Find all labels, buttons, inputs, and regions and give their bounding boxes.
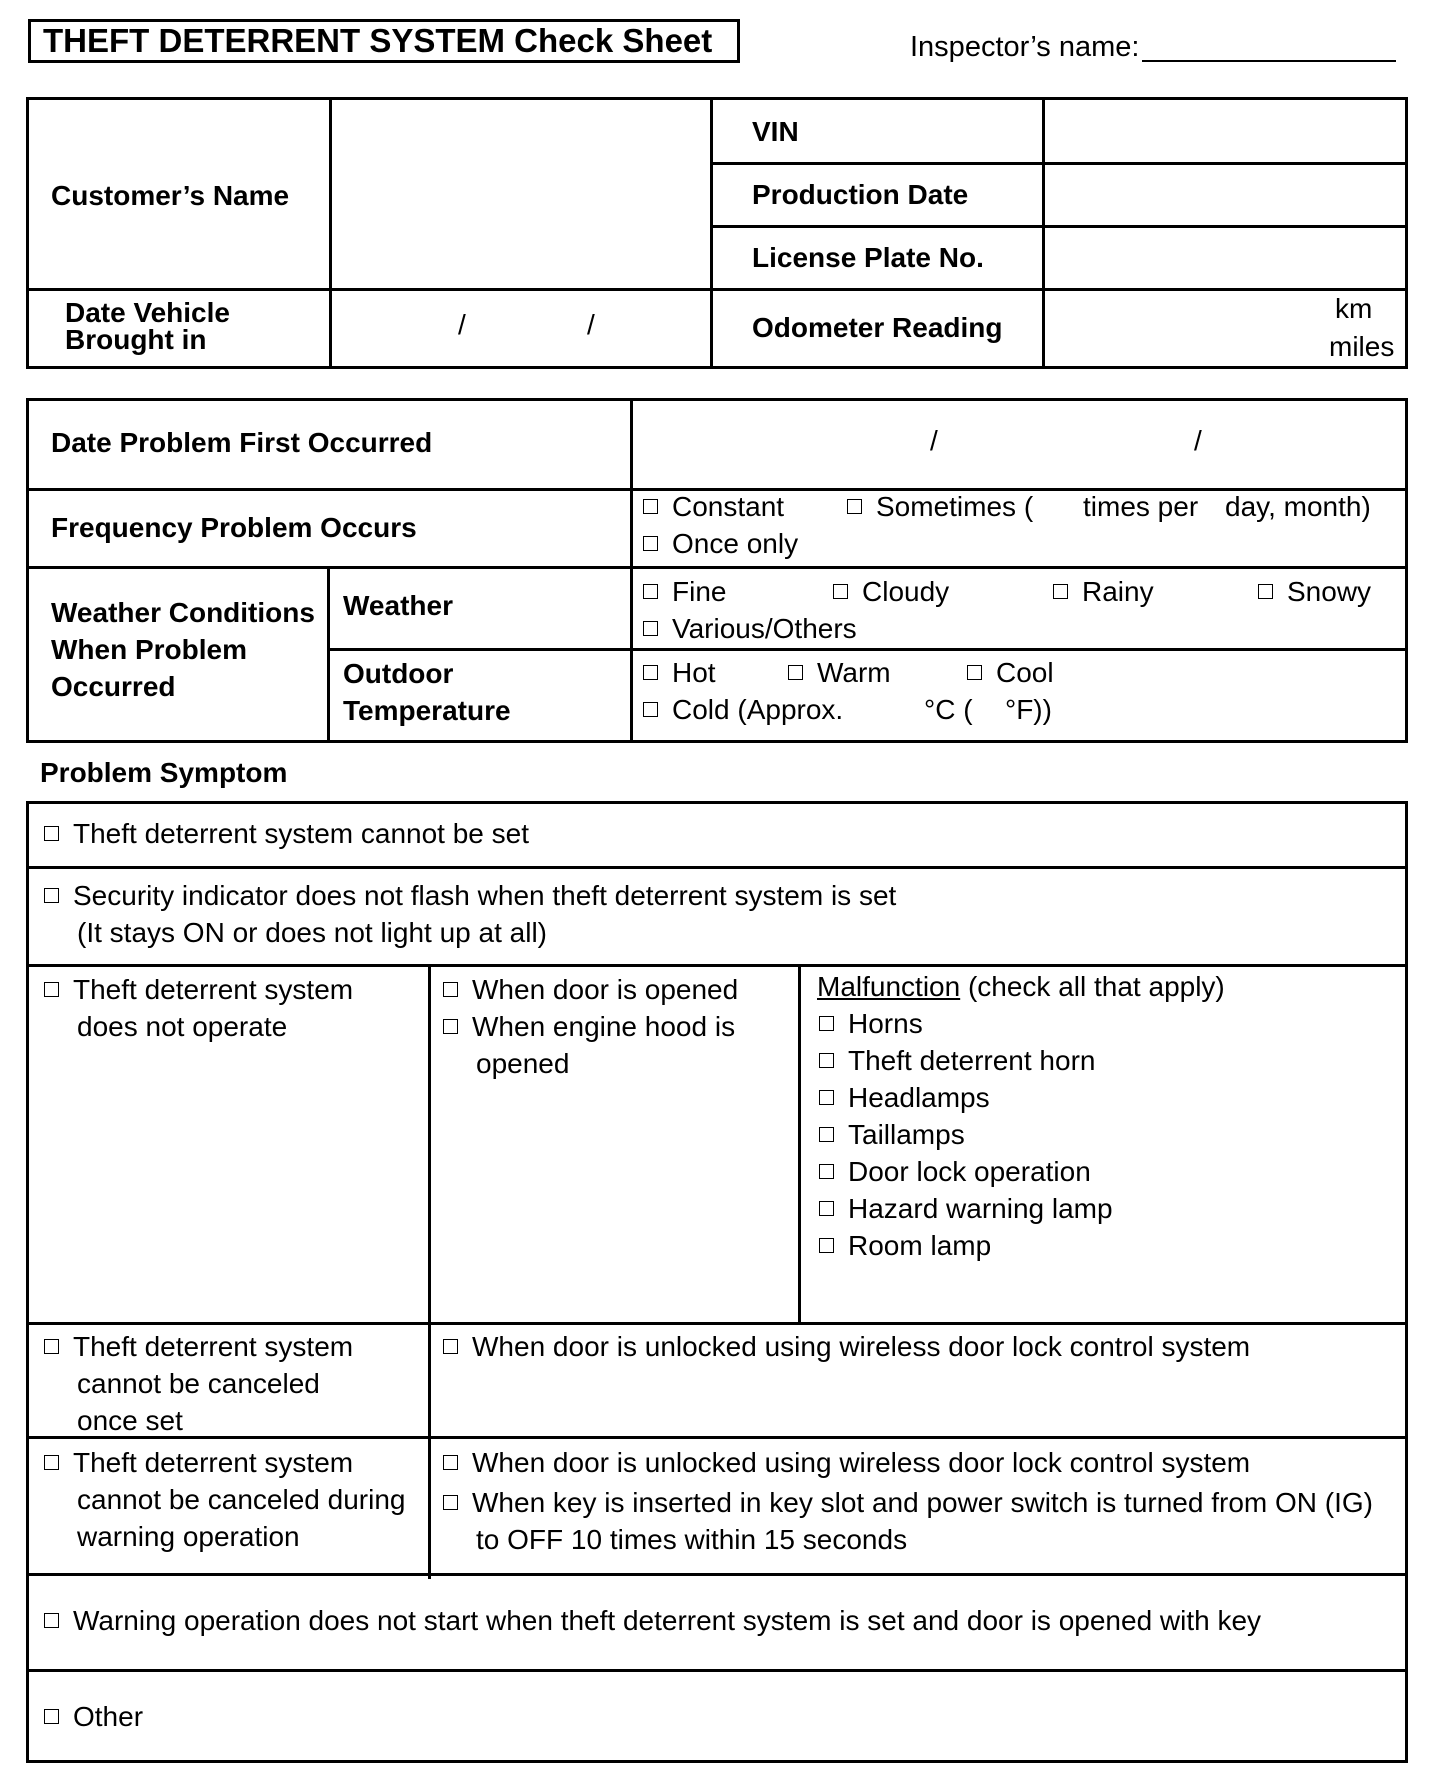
option-label: Snowy bbox=[1287, 576, 1372, 607]
divider bbox=[29, 1669, 1405, 1672]
option-label: Cold (Approx. bbox=[672, 694, 844, 725]
malfunction-note: (check all that apply) bbox=[960, 971, 1225, 1002]
checkbox[interactable] bbox=[44, 826, 59, 841]
checkbox[interactable] bbox=[643, 621, 658, 636]
checkbox[interactable] bbox=[1258, 584, 1273, 599]
page-title: THEFT DETERRENT SYSTEM Check Sheet bbox=[28, 19, 740, 63]
option-label: Various/Others bbox=[672, 613, 857, 644]
option-label: Cloudy bbox=[862, 576, 950, 607]
date-brought-label bbox=[65, 299, 230, 353]
temp-cold-option[interactable] bbox=[643, 691, 843, 728]
key-power-switch-option[interactable] bbox=[443, 1484, 1373, 1558]
option-label: Taillamps bbox=[848, 1119, 965, 1150]
divider bbox=[29, 566, 1405, 569]
temp-cool-option[interactable] bbox=[967, 654, 1054, 691]
malfunction-item[interactable] bbox=[819, 1042, 1113, 1079]
customer-name-label: Customer’s Name bbox=[51, 180, 290, 211]
unit-km: km bbox=[1335, 293, 1373, 324]
symptom-not-operate[interactable] bbox=[44, 971, 353, 1045]
weather-label: Weather bbox=[343, 590, 453, 621]
temp-fahrenheit-unit: °F)) bbox=[1005, 694, 1052, 725]
symptoms-table bbox=[26, 801, 1408, 1763]
divider bbox=[29, 866, 1405, 869]
checkbox[interactable] bbox=[643, 665, 658, 680]
option-label: Theft deterrent system cannot be set bbox=[73, 818, 530, 849]
option-label: does not operate bbox=[77, 1011, 288, 1042]
option-label: (It stays ON or does not light up at all) bbox=[77, 917, 547, 948]
malfunction-item[interactable] bbox=[819, 1153, 1113, 1190]
option-label: When door is opened bbox=[472, 974, 739, 1005]
temp-warm-option[interactable] bbox=[788, 654, 891, 691]
checkbox[interactable] bbox=[443, 1019, 458, 1034]
checkbox[interactable] bbox=[819, 1090, 834, 1105]
license-plate-field[interactable] bbox=[1045, 228, 1405, 288]
inspector-name-label: Inspector’s name: bbox=[910, 31, 1140, 63]
checkbox[interactable] bbox=[643, 584, 658, 599]
option-label: Once only bbox=[672, 528, 799, 559]
weather-various-option[interactable] bbox=[643, 610, 857, 647]
wireless-unlock-option[interactable] bbox=[443, 1328, 1250, 1365]
checkbox[interactable] bbox=[443, 1339, 458, 1354]
checkbox[interactable] bbox=[788, 665, 803, 680]
checkbox[interactable] bbox=[44, 1339, 59, 1354]
option-label: opened bbox=[476, 1048, 570, 1079]
option-label: Theft deterrent horn bbox=[848, 1045, 1096, 1076]
wireless-unlock-option-2[interactable] bbox=[443, 1444, 1250, 1481]
temp-hot-option[interactable] bbox=[643, 654, 716, 691]
symptom-cannot-cancel-once-set[interactable] bbox=[44, 1328, 353, 1439]
malfunction-item[interactable] bbox=[819, 1227, 1113, 1264]
option-label: Theft deterrent system bbox=[73, 1331, 354, 1362]
option-label: Other bbox=[73, 1701, 144, 1732]
vin-label: VIN bbox=[752, 116, 799, 147]
option-label: When key is inserted in key slot and power switch is turned from ON (IG) bbox=[472, 1487, 1373, 1518]
vin-field[interactable] bbox=[1045, 100, 1405, 162]
symptom-cannot-cancel-warning[interactable] bbox=[44, 1444, 405, 1555]
conditions-table bbox=[26, 398, 1408, 743]
checkbox[interactable] bbox=[967, 665, 982, 680]
checkbox[interactable] bbox=[1053, 584, 1068, 599]
malfunction-item[interactable] bbox=[819, 1005, 1113, 1042]
freq-constant-option[interactable] bbox=[643, 488, 784, 525]
symptom-cannot-set[interactable] bbox=[44, 815, 529, 852]
option-label: When engine hood is bbox=[472, 1011, 736, 1042]
malfunction-item[interactable] bbox=[819, 1079, 1113, 1116]
weather-conditions-label bbox=[51, 594, 315, 705]
checkbox[interactable] bbox=[819, 1127, 834, 1142]
option-label: Warm bbox=[817, 657, 891, 688]
hood-opened-option[interactable] bbox=[443, 1008, 735, 1082]
option-label: Hazard warning lamp bbox=[848, 1193, 1113, 1224]
checkbox[interactable] bbox=[643, 536, 658, 551]
checkbox[interactable] bbox=[819, 1016, 834, 1031]
option-label: Room lamp bbox=[848, 1230, 992, 1261]
checkbox[interactable] bbox=[643, 499, 658, 514]
weather-fine-option[interactable] bbox=[643, 573, 726, 610]
unit-miles: miles bbox=[1329, 331, 1395, 362]
option-label: Rainy bbox=[1082, 576, 1154, 607]
checkbox[interactable] bbox=[44, 1709, 59, 1724]
malfunction-item[interactable] bbox=[819, 1190, 1113, 1227]
option-label: Headlamps bbox=[848, 1082, 990, 1113]
malfunction-list bbox=[819, 1005, 1113, 1264]
checkbox[interactable] bbox=[819, 1201, 834, 1216]
option-label: Theft deterrent system bbox=[73, 974, 354, 1005]
vehicle-info-table bbox=[26, 97, 1408, 369]
option-label: Theft deterrent system bbox=[73, 1447, 354, 1478]
divider bbox=[29, 288, 1405, 291]
symptom-other[interactable] bbox=[44, 1698, 143, 1735]
date-separator: / bbox=[1194, 425, 1202, 456]
checkbox[interactable] bbox=[44, 1455, 59, 1470]
option-label: Horns bbox=[848, 1008, 923, 1039]
checkbox[interactable] bbox=[443, 982, 458, 997]
option-label: warning operation bbox=[77, 1521, 300, 1552]
label-line: Temperature bbox=[343, 695, 511, 726]
freq-times-per: times per bbox=[1083, 491, 1199, 522]
symptom-indicator[interactable] bbox=[44, 877, 896, 951]
license-plate-label: License Plate No. bbox=[752, 242, 984, 273]
malfunction-title: Malfunction bbox=[817, 971, 961, 1002]
production-date-field[interactable] bbox=[1045, 165, 1405, 225]
problem-symptom-heading: Problem Symptom bbox=[40, 757, 288, 788]
option-label: cannot be canceled bbox=[77, 1368, 320, 1399]
date-separator: / bbox=[458, 309, 466, 340]
option-label: When door is unlocked using wireless door lock control system bbox=[472, 1331, 1251, 1362]
checkbox[interactable] bbox=[643, 702, 658, 717]
divider bbox=[29, 1573, 1405, 1576]
label-line: When Problem bbox=[51, 634, 248, 665]
option-label: Hot bbox=[672, 657, 716, 688]
option-label: Constant bbox=[672, 491, 785, 522]
divider bbox=[29, 964, 1405, 967]
option-label: Cool bbox=[996, 657, 1054, 688]
divider bbox=[710, 100, 713, 366]
divider bbox=[630, 401, 633, 740]
temp-celsius-unit: °C ( bbox=[924, 694, 973, 725]
divider bbox=[29, 1322, 1405, 1325]
weather-rainy-option[interactable] bbox=[1053, 573, 1154, 610]
frequency-label: Frequency Problem Occurs bbox=[51, 512, 417, 543]
date-separator: / bbox=[587, 309, 595, 340]
date-separator: / bbox=[930, 425, 938, 456]
option-label: Fine bbox=[672, 576, 727, 607]
checkbox[interactable] bbox=[44, 982, 59, 997]
malfunction-item[interactable] bbox=[819, 1116, 1113, 1153]
malfunction-heading bbox=[817, 968, 1225, 1005]
checkbox[interactable] bbox=[833, 584, 848, 599]
date-first-label: Date Problem First Occurred bbox=[51, 427, 433, 458]
checkbox[interactable] bbox=[443, 1495, 458, 1510]
option-label: once set bbox=[77, 1405, 183, 1436]
symptom-warning-not-start[interactable] bbox=[44, 1602, 1261, 1639]
checkbox[interactable] bbox=[819, 1053, 834, 1068]
weather-cloudy-option[interactable] bbox=[833, 573, 949, 610]
option-label: cannot be canceled during bbox=[77, 1484, 406, 1515]
checkbox[interactable] bbox=[44, 888, 59, 903]
divider bbox=[428, 964, 431, 1579]
divider bbox=[327, 569, 330, 740]
freq-day-month: day, month) bbox=[1225, 491, 1371, 522]
option-label: Security indicator does not flash when theft deterrent system is set bbox=[73, 880, 897, 911]
option-label: Warning operation does not start when theft deterrent system is set and door is opened with key bbox=[73, 1605, 1262, 1636]
option-label: Sometimes ( bbox=[876, 491, 1034, 522]
weather-snowy-option[interactable] bbox=[1258, 573, 1371, 610]
outdoor-temperature-label bbox=[343, 655, 511, 729]
freq-once-option[interactable] bbox=[643, 525, 798, 562]
door-opened-option[interactable] bbox=[443, 971, 738, 1008]
option-label: When door is unlocked using wireless door lock control system bbox=[472, 1447, 1251, 1478]
inspector-name-field[interactable] bbox=[1142, 60, 1396, 62]
checkbox[interactable] bbox=[443, 1455, 458, 1470]
label-line: Occurred bbox=[51, 671, 176, 702]
checkbox[interactable] bbox=[44, 1613, 59, 1628]
divider bbox=[327, 648, 1405, 651]
checkbox[interactable] bbox=[847, 499, 862, 514]
date-brought-label-line: Date Vehicle bbox=[65, 297, 230, 328]
divider bbox=[798, 964, 801, 1322]
freq-sometimes-option[interactable] bbox=[847, 488, 1033, 525]
label-line: Outdoor bbox=[343, 658, 454, 689]
customer-name-field[interactable] bbox=[332, 100, 707, 288]
odometer-label: Odometer Reading bbox=[752, 312, 1003, 343]
checkbox[interactable] bbox=[819, 1238, 834, 1253]
date-brought-label-line: Brought in bbox=[65, 324, 207, 355]
option-label: to OFF 10 times within 15 seconds bbox=[476, 1524, 908, 1555]
production-date-label: Production Date bbox=[752, 179, 969, 210]
label-line: Weather Conditions bbox=[51, 597, 315, 628]
option-label: Door lock operation bbox=[848, 1156, 1091, 1187]
checkbox[interactable] bbox=[819, 1164, 834, 1179]
